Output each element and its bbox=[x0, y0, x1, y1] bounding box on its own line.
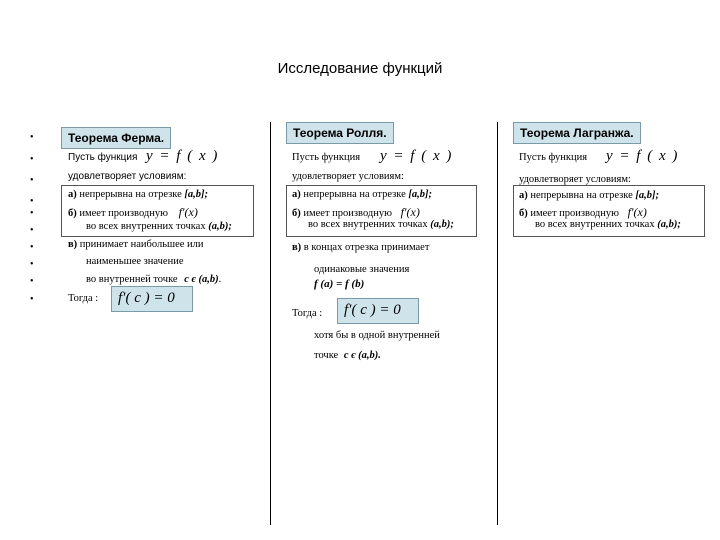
fermat-satisfies: удовлетворяет условиям: bbox=[68, 171, 187, 182]
cond-label: в) bbox=[292, 242, 302, 253]
fermat-let-func: Пусть функция bbox=[68, 152, 138, 163]
lagrange-header: Теорема Лагранжа. bbox=[513, 122, 641, 144]
cond-label: б) bbox=[68, 208, 77, 219]
derivative: f′(x) bbox=[627, 205, 647, 219]
bullet: • bbox=[30, 259, 34, 270]
point: c є (a,b) bbox=[184, 274, 219, 285]
fermat-cond-a bbox=[68, 189, 208, 200]
cond-label: а) bbox=[292, 189, 301, 200]
fermat-then: Тогда : bbox=[68, 293, 99, 304]
bullet: • bbox=[30, 294, 34, 305]
period: . bbox=[218, 274, 222, 285]
cond-label: а) bbox=[68, 189, 77, 200]
cond-text: непрерывна на отрезке bbox=[79, 189, 182, 200]
bullet: • bbox=[30, 132, 34, 143]
derivative: f′(x) bbox=[178, 205, 198, 219]
point: c є (a,b). bbox=[343, 350, 381, 361]
cond-label: б) bbox=[292, 208, 301, 219]
rolle-satisfies: удовлетворяет условиям: bbox=[292, 171, 404, 182]
rolle-tail-2 bbox=[314, 350, 381, 361]
fermat-cond-b bbox=[68, 205, 198, 220]
fermat-result-formula: f′( c ) = 0 bbox=[111, 286, 193, 312]
cond-interval: (a,b); bbox=[657, 219, 681, 230]
page-title: Исследование функций bbox=[277, 60, 443, 77]
fermat-cond-c-2: наименьшее значение bbox=[86, 256, 184, 267]
fermat-cond-c-3 bbox=[86, 274, 221, 285]
lagrange-cond-b bbox=[519, 205, 647, 220]
cond-text: в концах отрезка принимает bbox=[303, 242, 430, 253]
rolle-cond-c-2: одинаковые значения bbox=[314, 264, 410, 275]
rolle-equal-values: f (a) = f (b) bbox=[314, 278, 365, 290]
bullet: • bbox=[30, 225, 34, 236]
cond-interval: (a,b); bbox=[208, 221, 232, 232]
bullet: • bbox=[30, 196, 34, 207]
derivative: f′(x) bbox=[400, 205, 420, 219]
cond-text: принимает наибольшее или bbox=[79, 239, 204, 250]
bullet: • bbox=[30, 175, 34, 186]
fermat-cond-b-cont bbox=[86, 221, 232, 232]
rolle-tail-1: хотя бы в одной внутренней bbox=[314, 330, 440, 341]
cond-interval: [a,b]; bbox=[408, 189, 433, 200]
cond-text: имеет производную bbox=[303, 208, 392, 219]
fermat-cond-c bbox=[68, 239, 204, 250]
lagrange-satisfies: удовлетворяет условиям: bbox=[519, 174, 631, 185]
rolle-cond-a bbox=[292, 189, 432, 200]
rolle-let-func: Пусть функция bbox=[292, 152, 361, 163]
cond-text: непрерывна на отрезке bbox=[530, 190, 633, 201]
cond-text: имеет производную bbox=[530, 208, 619, 219]
lagrange-func: y = f ( x ) bbox=[606, 148, 678, 164]
cond-text: во всех внутренних точках bbox=[535, 219, 655, 230]
bullet: • bbox=[30, 242, 34, 253]
tail-text: точке bbox=[314, 350, 339, 361]
lagrange-let-func: Пусть функция bbox=[519, 152, 588, 163]
bullet: • bbox=[30, 208, 34, 219]
cond-text: во всех внутренних точках bbox=[86, 221, 206, 232]
fermat-func: y = f ( x ) bbox=[146, 148, 218, 164]
cond-text: непрерывна на отрезке bbox=[303, 189, 406, 200]
rolle-cond-c bbox=[292, 242, 429, 253]
lagrange-cond-b-cont bbox=[535, 219, 681, 230]
cond-interval: [a,b]; bbox=[635, 190, 660, 201]
cond-label: б) bbox=[519, 208, 528, 219]
rolle-result-formula: f′( c ) = 0 bbox=[337, 298, 419, 324]
cond-label: в) bbox=[68, 239, 78, 250]
rolle-then: Тогда : bbox=[292, 308, 323, 319]
rolle-func: y = f ( x ) bbox=[380, 148, 452, 164]
cond-interval: (a,b); bbox=[430, 219, 454, 230]
cond-text: во внутренней точке bbox=[86, 274, 178, 285]
column-divider bbox=[497, 122, 498, 525]
rolle-header: Теорема Ролля. bbox=[286, 122, 394, 144]
cond-text: имеет производную bbox=[79, 208, 168, 219]
cond-interval: [a,b]; bbox=[184, 189, 209, 200]
cond-label: а) bbox=[519, 190, 528, 201]
bullet: • bbox=[30, 276, 34, 287]
cond-text: во всех внутренних точках bbox=[308, 219, 428, 230]
lagrange-cond-a bbox=[519, 190, 659, 201]
column-divider bbox=[270, 122, 271, 525]
bullet: • bbox=[30, 154, 34, 165]
fermat-header: Теорема Ферма. bbox=[61, 127, 171, 149]
rolle-cond-b-cont bbox=[308, 219, 454, 230]
rolle-cond-b bbox=[292, 205, 420, 220]
